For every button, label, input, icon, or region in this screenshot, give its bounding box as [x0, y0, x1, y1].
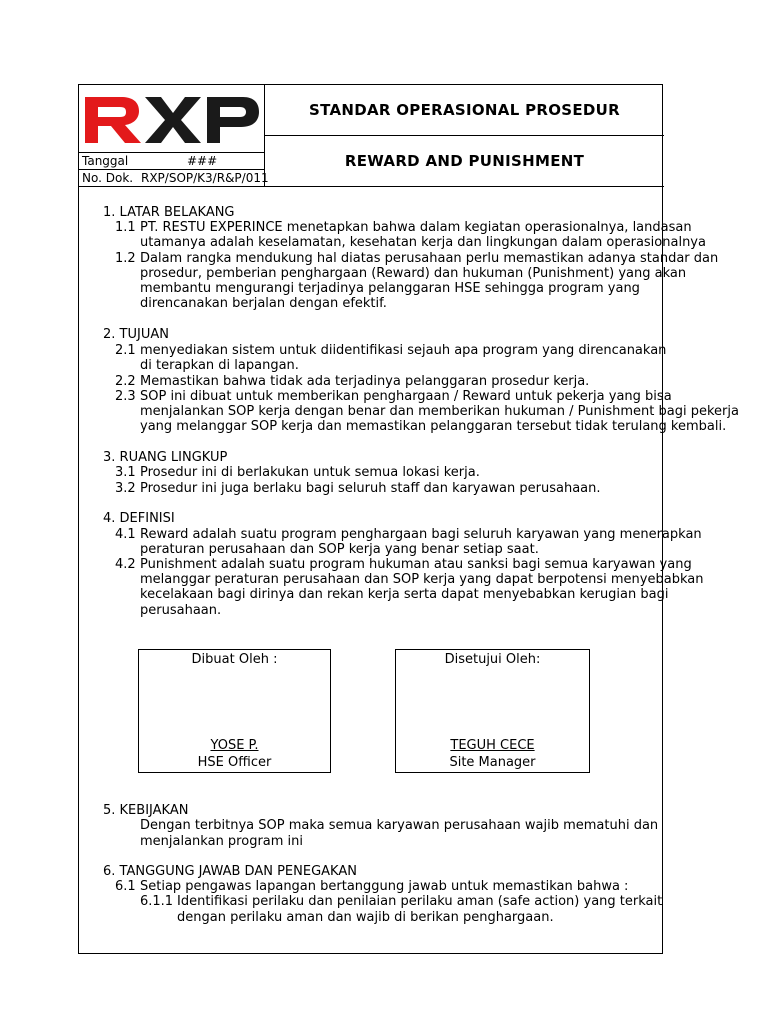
item-number: 4.1 [115, 527, 136, 542]
item-text: yang melanggar SOP kerja dan memastikan pelanggaran tersebut tidak terulang kembali. [140, 419, 727, 434]
item-number: 6.1.1 [140, 894, 174, 909]
tanggal-label: Tanggal [82, 154, 129, 168]
signature-name: YOSE P. [210, 738, 259, 753]
item-text: PT. RESTU EXPERINCE menetapkan bahwa dalam kegiatan operasionalnya, landasan [140, 220, 692, 235]
nodok-value: RXP/SOP/K3/R&P/011 [141, 171, 269, 185]
item-number: 2.1 [115, 343, 136, 358]
item-number: 4.2 [115, 557, 136, 572]
signature-role: HSE Officer [197, 755, 272, 770]
item-number: 2.3 [115, 389, 136, 404]
item-text: Prosedur ini di berlakukan untuk semua lokasi kerja. [140, 465, 480, 480]
item-text: direncanakan berjalan dengan efektif. [140, 296, 387, 311]
tanggal-value: ### [187, 154, 218, 168]
item-text: Dalam rangka mendukung hal diatas perusahaan perlu memastikan adanya standar dan [140, 251, 719, 266]
signature-role: Site Manager [449, 755, 536, 770]
section-heading: 6. TANGGUNG JAWAB DAN PENEGAKAN [103, 864, 357, 879]
section-heading: 1. LATAR BELAKANG [103, 205, 235, 220]
item-number: 3.2 [115, 481, 136, 496]
item-text: perusahaan. [140, 603, 222, 618]
section-heading: 5. KEBIJAKAN [103, 803, 189, 818]
document-header [79, 85, 664, 187]
item-text: Prosedur ini juga berlaku bagi seluruh staff dan karyawan perusahaan. [140, 481, 601, 496]
item-text: kecelakaan bagi dirinya dan rekan kerja serta dapat menyebabkan kerugian bagi [140, 587, 669, 602]
section-heading: 2. TUJUAN [103, 327, 169, 342]
item-number: 1.2 [115, 251, 136, 266]
item-text: menjalankan program ini [140, 834, 304, 849]
item-text: Punishment adalah suatu program hukuman atau sanksi bagi semua karyawan yang [140, 557, 692, 572]
item-text: membantu mengurangi terjadinya pelanggaran HSE sehingga program yang [140, 281, 640, 296]
item-text: Setiap pengawas lapangan bertanggung jawab untuk memastikan bahwa : [140, 879, 629, 894]
sop-document [78, 84, 739, 954]
item-text: Reward adalah suatu program penghargaan bagi seluruh karyawan yang menerapkan [140, 527, 702, 542]
section-heading: 3. RUANG LINGKUP [103, 450, 228, 465]
signature-box-approved [395, 649, 590, 773]
item-number: 1.1 [115, 220, 136, 235]
rxp-logo [83, 95, 261, 145]
signature-box-prepared [138, 649, 331, 773]
tanggal-row [79, 153, 265, 170]
item-text: prosedur, pemberian penghargaan (Reward) dan hukuman (Punishment) yang akan [140, 266, 687, 281]
item-text: utamanya adalah keselamatan, kesehatan kerja dan lingkungan dalam operasionalnya [140, 235, 706, 250]
item-text: peraturan perusahaan dan SOP kerja yang benar setiap saat. [140, 542, 539, 557]
item-text: di terapkan di lapangan. [140, 358, 299, 373]
nodok-row [79, 170, 269, 187]
item-number: 2.2 [115, 374, 136, 389]
item-text: melanggar peraturan perusahaan dan SOP kerja yang dapat berpotensi menyebabkan [140, 572, 704, 587]
document-title: STANDAR OPERASIONAL PROSEDUR [265, 85, 664, 136]
item-text: dengan perilaku aman dan wajib di berikan penghargaan. [177, 910, 554, 925]
item-text: Memastikan bahwa tidak ada terjadinya pelanggaran prosedur kerja. [140, 374, 590, 389]
item-number: 6.1 [115, 879, 136, 894]
nodok-label: No. Dok. [82, 171, 134, 185]
item-text: menyediakan sistem untuk diidentifikasi sejauh apa program yang direncanakan [140, 343, 667, 358]
signature-name: TEGUH CECE [450, 738, 535, 753]
item-text: Dengan terbitnya SOP maka semua karyawan perusahaan wajib mematuhi dan [140, 818, 659, 833]
document-body [79, 187, 739, 955]
logo-cell [79, 85, 265, 153]
signature-heading: Disetujui Oleh: [444, 652, 541, 667]
signature-heading: Dibuat Oleh : [191, 652, 278, 667]
item-text: menjalankan SOP kerja dengan benar dan memberikan hukuman / Punishment bagi pekerja [140, 404, 739, 419]
section-heading: 4. DEFINISI [103, 511, 175, 526]
item-text: Identifikasi perilaku dan penilaian perilaku aman (safe action) yang terkait [177, 894, 663, 909]
document-subtitle: REWARD AND PUNISHMENT [344, 152, 585, 170]
item-text: SOP ini dibuat untuk memberikan penghargaan / Reward untuk pekerja yang bisa [140, 389, 672, 404]
item-number: 3.1 [115, 465, 136, 480]
